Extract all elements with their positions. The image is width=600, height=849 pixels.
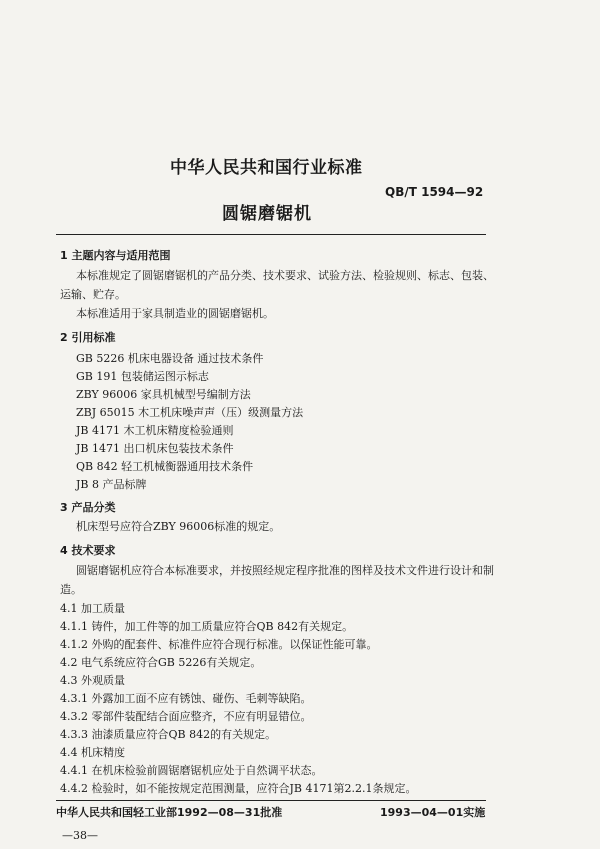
clause-item: 4.1 加工质量 bbox=[60, 602, 125, 615]
footer-divider bbox=[56, 800, 486, 801]
reference-item: JB 1471 出口机床包装技术条件 bbox=[76, 442, 234, 455]
clause-item: 4.3.1 外露加工面不应有锈蚀、碰伤、毛刺等缺陷。 bbox=[60, 692, 312, 705]
clause-item: 4.3.2 零部件装配结合面应整齐，不应有明显错位。 bbox=[60, 710, 312, 723]
reference-item: JB 4171 木工机床精度检验通则 bbox=[76, 424, 234, 437]
section-3-heading: 3 产品分类 bbox=[60, 501, 116, 514]
standard-code: QB/T 1594—92 bbox=[385, 185, 484, 199]
section-1-heading: 1 主题内容与适用范围 bbox=[60, 249, 171, 262]
section-3-text: 机床型号应符合ZBY 96006标准的规定。 bbox=[76, 520, 281, 533]
clause-item: 4.2 电气系统应符合GB 5226有关规定。 bbox=[60, 656, 262, 669]
reference-item: GB 5226 机床电器设备 通过技术条件 bbox=[76, 352, 264, 365]
section-1-para2: 本标准适用于家具制造业的圆锯磨锯机。 bbox=[76, 307, 274, 320]
reference-item: GB 191 包装储运图示标志 bbox=[76, 370, 209, 383]
standard-title: 中华人民共和国行业标准 bbox=[170, 158, 363, 178]
clause-item: 4.4 机床精度 bbox=[60, 746, 125, 759]
clause-item: 4.1.1 铸件，加工件等的加工质量应符合QB 842有关规定。 bbox=[60, 620, 354, 633]
implementation-date: 1993—04—01实施 bbox=[380, 806, 486, 819]
section-2-heading: 2 引用标准 bbox=[60, 331, 116, 344]
section-1-para1-line1: 本标准规定了圆锯磨锯机的产品分类、技术要求、试验方法、检验规则、标志、包装、 bbox=[76, 269, 494, 282]
reference-item: QB 842 轻工机械衡器通用技术条件 bbox=[76, 460, 254, 473]
document-title: 圆锯磨锯机 bbox=[222, 204, 312, 224]
page-number: —38— bbox=[62, 829, 98, 842]
reference-item: ZBY 96006 家具机械型号编制方法 bbox=[76, 388, 251, 401]
section-4-heading: 4 技术要求 bbox=[60, 544, 116, 557]
approval-line: 中华人民共和国轻工业部1992—08—31批准 bbox=[56, 806, 283, 819]
clause-item: 4.3 外观质量 bbox=[60, 674, 125, 687]
section-4-intro-line2: 造。 bbox=[60, 583, 82, 596]
section-1-para1-line2: 运输、贮存。 bbox=[60, 288, 126, 301]
clause-item: 4.4.1 在机床检验前圆锯磨锯机应处于自然调平状态。 bbox=[60, 764, 323, 777]
clause-item: 4.3.3 油漆质量应符合QB 842的有关规定。 bbox=[60, 728, 277, 741]
reference-item: JB 8 产品标牌 bbox=[76, 478, 147, 491]
clause-item: 4.4.2 检验时，如不能按规定范围测量，应符合JB 4171第2.2.1条规定。 bbox=[60, 782, 417, 795]
header-divider bbox=[56, 234, 486, 235]
section-4-intro-line1: 圆锯磨锯机应符合本标准要求，并按照经规定程序批准的图样及技术文件进行设计和制 bbox=[76, 564, 494, 577]
reference-item: ZBJ 65015 木工机床噪声声（压）级测量方法 bbox=[76, 406, 304, 419]
clause-item: 4.1.2 外购的配套件、标准件应符合现行标准。以保证性能可靠。 bbox=[60, 638, 378, 651]
